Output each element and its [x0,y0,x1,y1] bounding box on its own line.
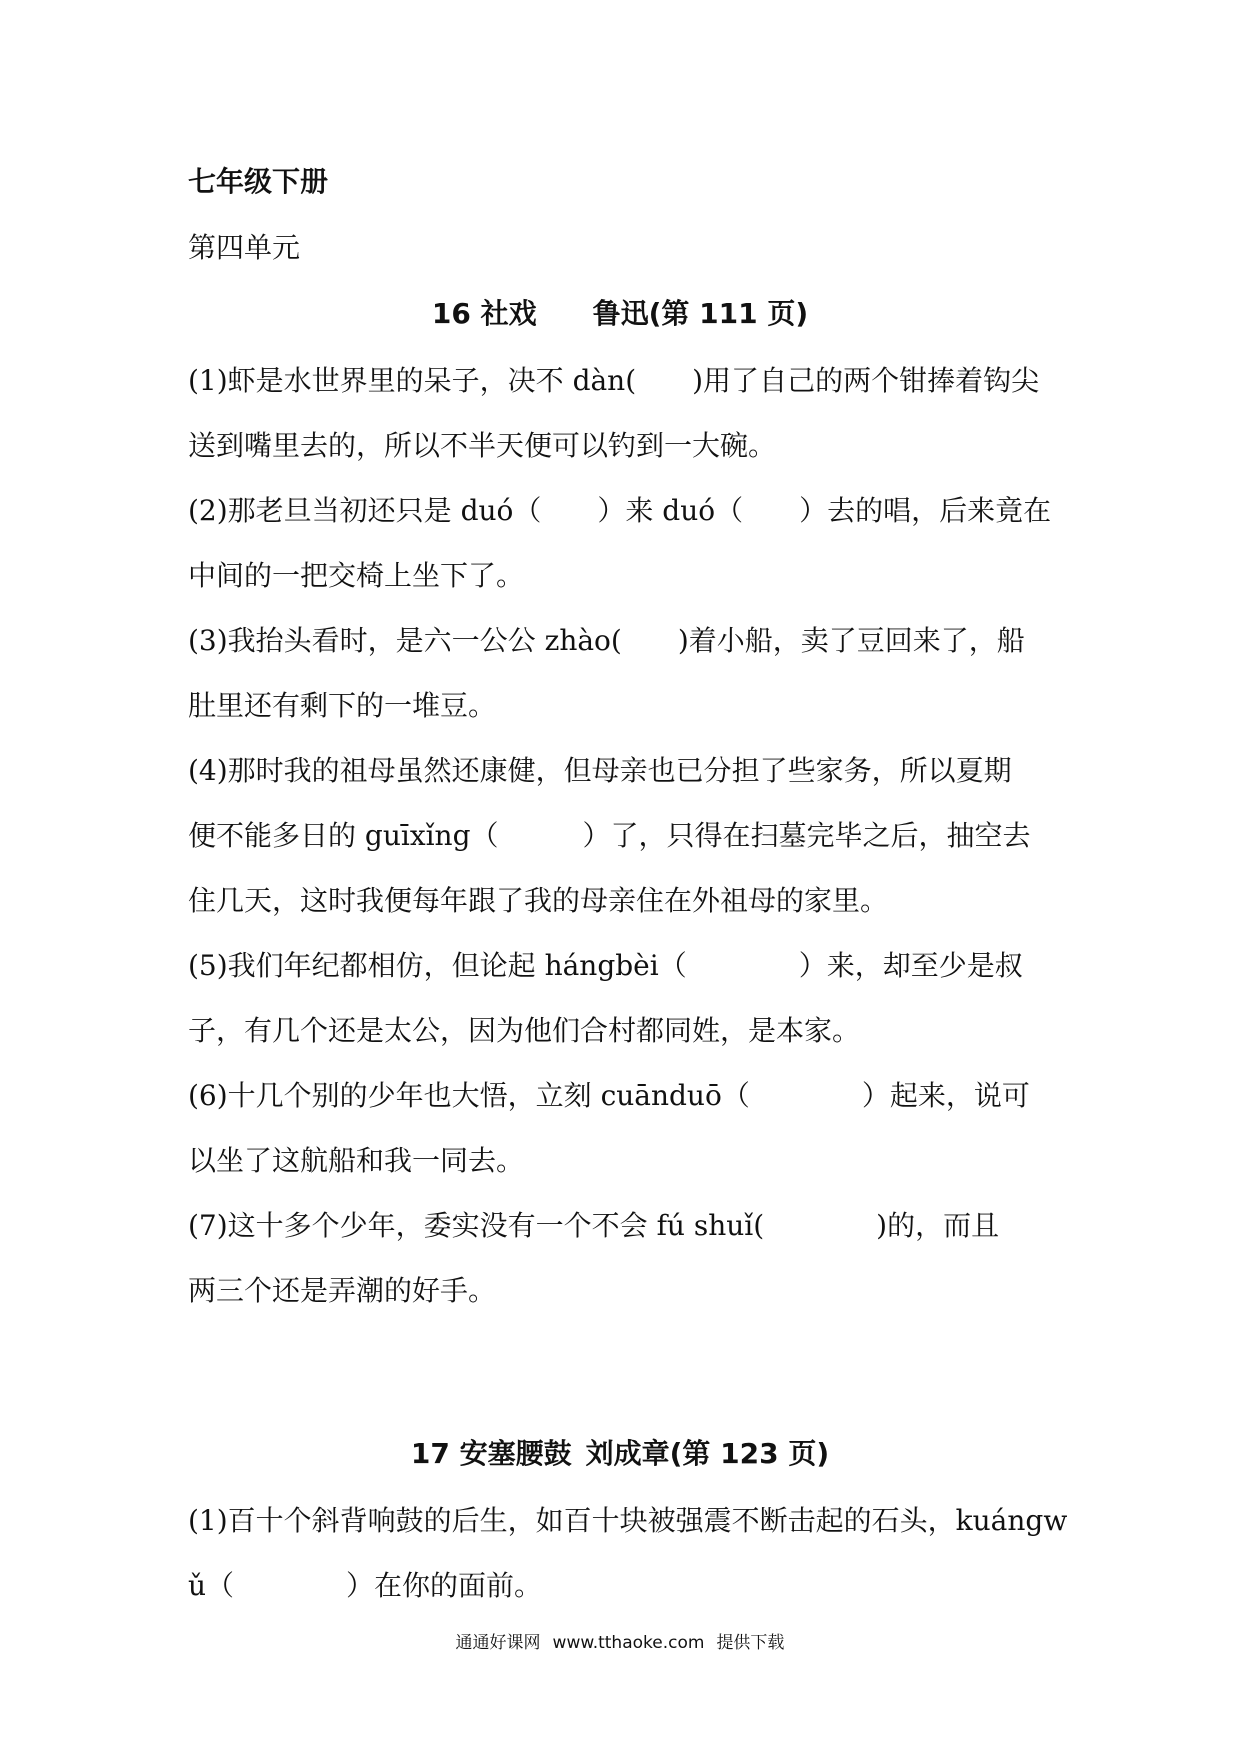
exercise-line: (1)百十个斜背响鼓的后生，如百十块被强震不断击起的石头，kuángw [188,1504,1068,1537]
exercise-line: (6)十几个别的少年也大悟，立刻 cuānduō（ ）起来，说可 [188,1079,1030,1112]
footer-tail: 提供下载 [716,1633,785,1653]
exercise-line: 两三个还是弄潮的好手。 [188,1274,497,1307]
exercise-line: ǔ（ ）在你的面前。 [188,1569,543,1602]
grade-heading: 七年级下册 [188,165,329,198]
exercise-line: (7)这十多个少年，委实没有一个不会 fú shuǐ( )的，而且 [188,1209,1000,1242]
exercise-line: (2)那老旦当初还只是 duó（ ）来 duó（ ）去的唱，后来竟在 [188,494,1052,527]
unit-heading: 第四单元 [188,231,301,264]
footer-site-name: 通通好课网 [455,1633,541,1653]
lesson-17-author-page: 刘成章(第 123 页) [585,1437,830,1470]
footer-url: www.tthaoke.com [552,1633,705,1653]
lesson-16-exercises [188,348,1068,1323]
page-footer [0,1628,1240,1653]
lesson-16-title [0,292,1240,332]
exercise-line: 便不能多日的 guīxǐng（ ）了，只得在扫墓完毕之后，抽空去 [188,819,1031,852]
lesson-16-number-title: 16 社戏 [431,297,537,330]
exercise-line: 住几天，这时我便每年跟了我的母亲住在外祖母的家里。 [188,884,889,917]
exercise-line: 中间的一把交椅上坐下了。 [188,559,525,592]
exercise-line: 肚里还有剩下的一堆豆。 [188,689,497,722]
lesson-16-author-page: 鲁迅(第 111 页) [592,297,809,330]
exercise-line: (5)我们年纪都相仿，但论起 hángbèi（ ）来，却至少是叔 [188,949,1023,982]
exercise-line: (4)那时我的祖母虽然还康健，但母亲也已分担了些家务，所以夏期 [188,754,1012,787]
exercise-line: 送到嘴里去的，所以不半天便可以钓到一大碗。 [188,429,777,462]
exercise-line: 子，有几个还是太公，因为他们合村都同姓，是本家。 [188,1014,861,1047]
exercise-line: (3)我抬头看时，是六一公公 zhào( )着小船，卖了豆回来了，船 [188,624,1025,657]
lesson-17-number-title: 17 安塞腰鼓 [410,1437,572,1470]
exercise-line: 以坐了这航船和我一同去。 [188,1144,525,1177]
exercise-line: (1)虾是水世界里的呆子，决不 dàn( )用了自己的两个钳捧着钩尖 [188,364,1040,397]
lesson-17-title [0,1432,1240,1472]
lesson-17-exercises [188,1488,1068,1618]
